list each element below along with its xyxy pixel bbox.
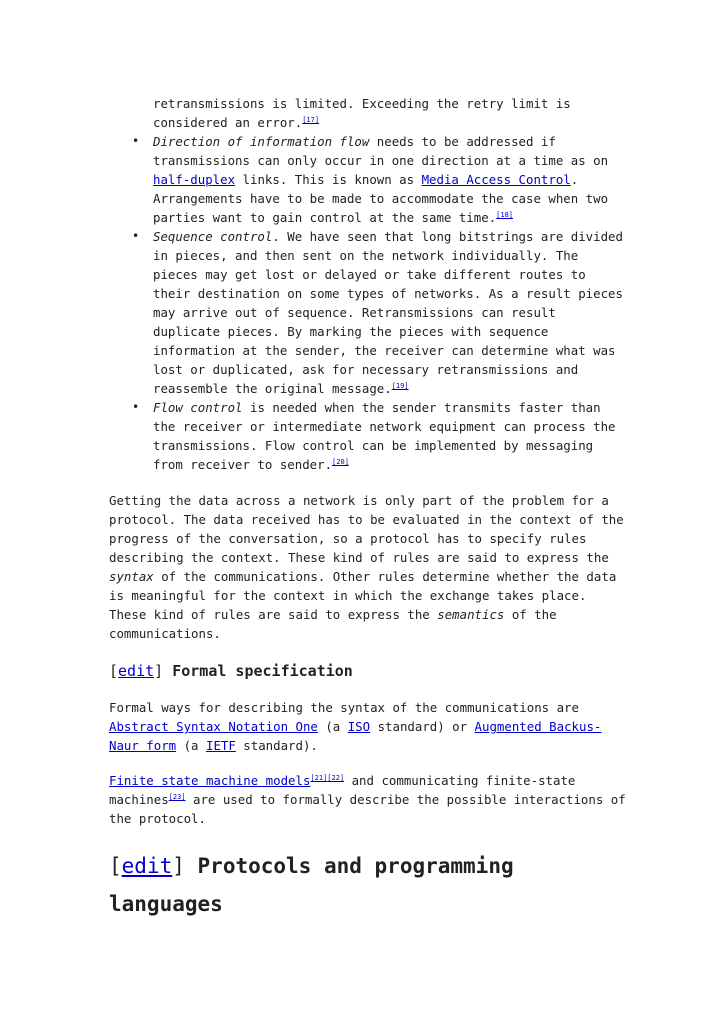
citation-20[interactable]: [20] bbox=[332, 457, 349, 466]
sequence-term: Sequence control bbox=[153, 229, 273, 244]
edit-link[interactable]: edit bbox=[118, 662, 155, 680]
semantics-term: semantics bbox=[437, 607, 505, 622]
fsm-link[interactable]: Finite state machine models bbox=[109, 773, 311, 788]
abnf-link[interactable]: Augmented Backus-Naur form bbox=[109, 719, 602, 753]
flow-term: Flow control bbox=[153, 400, 243, 415]
media-access-control-link[interactable]: Media Access Control bbox=[421, 172, 571, 187]
formal-syntax-paragraph: Formal ways for describing the syntax of the communications are Abstract Syntax Notation One (a ISO standard) or Augmented Backus-Naur form (a IETF standard). bbox=[109, 700, 602, 753]
section-title: Protocols and programming languages bbox=[109, 854, 514, 916]
syntax-term: syntax bbox=[109, 569, 154, 584]
list-item-direction: • Direction of information flow needs to be addressed if transmissions can only occur in one direction at a time as on half-duplex links. This is known as Media Access Control. Arrangements have to be made to accommodate the case when two parties want to gain control at the same time.[18] bbox=[132, 134, 609, 225]
fsm-paragraph: Finite state machine models[21][22] and communicating finite-state machines[23] are used to formally describe the possible interactions of the protocol. bbox=[109, 773, 626, 826]
requirements-list bbox=[109, 94, 629, 474]
formal-specification-heading: [edit] Formal specification bbox=[109, 662, 353, 680]
citation-22[interactable]: [22] bbox=[327, 773, 345, 782]
ietf-link[interactable]: IETF bbox=[205, 738, 236, 753]
bullet-icon: • bbox=[132, 134, 140, 148]
retry-text: retransmissions is limited. Exceeding the retry limit is considered an error. bbox=[153, 96, 571, 130]
citation-17[interactable]: [17] bbox=[302, 115, 320, 124]
list-item-flow: • Flow control is needed when the sender transmits faster than the receiver or intermediate network equipment can process the transmissions. Flow control can be implemented by messaging from receiver to sender.[20] bbox=[132, 400, 616, 472]
iso-link[interactable]: ISO bbox=[347, 719, 371, 734]
section-title: Formal specification bbox=[163, 662, 353, 680]
protocols-languages-heading: [edit] Protocols and programming languages bbox=[109, 854, 514, 916]
citation-18[interactable]: [18] bbox=[496, 210, 514, 219]
citation-23[interactable]: [23] bbox=[168, 792, 186, 801]
bullet-icon: • bbox=[132, 229, 140, 243]
bullet-icon: • bbox=[132, 400, 140, 414]
half-duplex-link[interactable]: half-duplex bbox=[153, 172, 236, 187]
asn1-link[interactable]: Abstract Syntax Notation One bbox=[109, 719, 318, 734]
syntax-semantics-paragraph: Getting the data across a network is only part of the problem for a protocol. The data received has to be evaluated in the context of the progress of the conversation, so a protocol has to specify rules describing the context. These kind of rules are said to express the syntax of the communications. Other rules determine whether the data is meaningful for the context in which the exchange takes place. These kind of rules are said to express the semantics of the communications. bbox=[109, 493, 624, 641]
direction-term: Direction of information flow bbox=[153, 134, 370, 149]
list-item-retry bbox=[153, 94, 629, 132]
edit-link[interactable]: edit bbox=[121, 854, 173, 878]
citation-21[interactable]: [21] bbox=[310, 773, 328, 782]
article-content bbox=[109, 94, 629, 923]
citation-19[interactable]: [19] bbox=[391, 381, 409, 390]
list-item-sequence: • Sequence control. We have seen that long bitstrings are divided in pieces, and then sent on the network individually. The pieces may get lost or delayed or take different routes to their destination on some types of networks. As a result pieces may arrive out of sequence. Retransmissions can result duplicate pieces. By marking the pieces with sequence information at the sender, the receiver can determine what was lost or duplicated, ask for necessary retransmissions and reassemble the original message.[19] bbox=[132, 229, 623, 396]
